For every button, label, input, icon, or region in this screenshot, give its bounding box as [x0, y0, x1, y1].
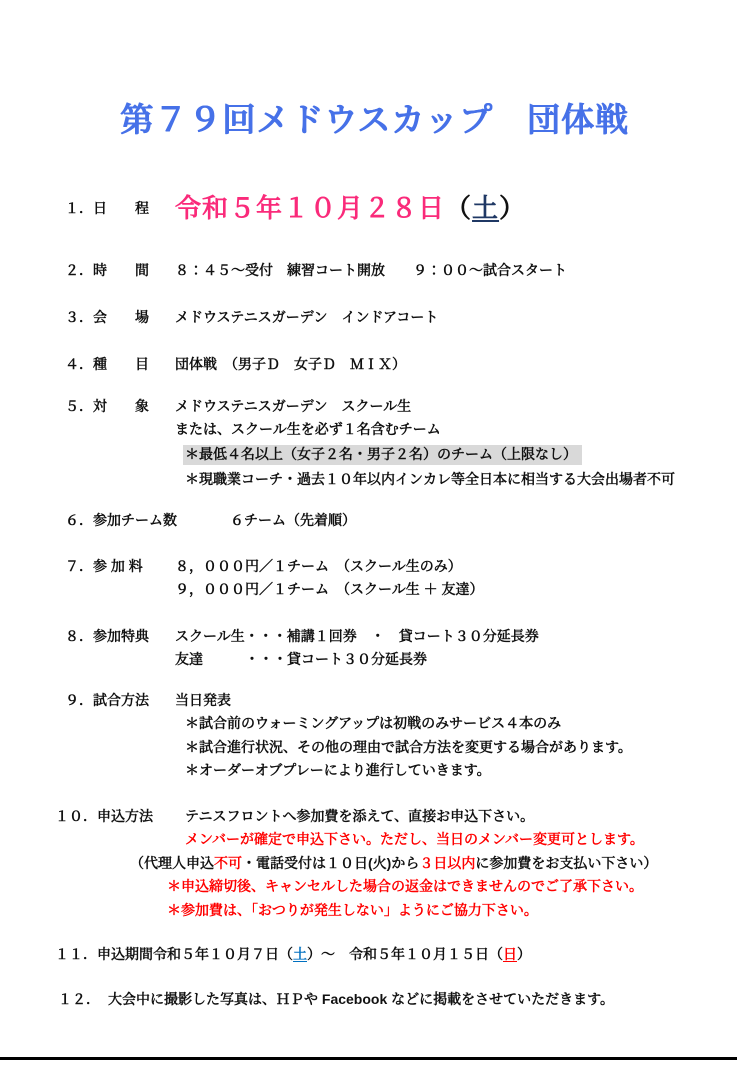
item-photo-notice	[58, 991, 614, 1008]
text-segment-black: に参加費をお支払い下さい）	[475, 854, 658, 871]
item-photo-notice-text: 大会中に撮影した写真は、ＨＰや Facebook などに掲載をさせていただきます。	[108, 991, 615, 1007]
item-entry-fee-label: ７．参 加 料	[65, 558, 143, 574]
item-venue-label: ３．会 場	[65, 309, 149, 325]
item-schedule	[65, 192, 526, 224]
eligibility-line-highlighted: ＊最低４名以上（女子２名・男子２名）のチーム（上限なし）	[183, 445, 582, 465]
application-line-mixed	[130, 855, 657, 872]
application-line: テニスフロントへ参加費を添えて、直接お申込下さい。	[185, 808, 535, 824]
item-application-period-label: １１．申込期間	[55, 946, 153, 962]
item-category	[65, 356, 406, 373]
text-segment-paren: （	[445, 193, 473, 223]
application-line-red: ＊申込締切後、キャンセルした場合の返金はできませんのでご了承下さい。	[167, 878, 643, 895]
item-venue-value: メドウステニスガーデン インドアコート	[175, 309, 439, 325]
text-segment-paren: ）	[499, 193, 527, 223]
item-application-period	[55, 946, 531, 963]
item-perks	[65, 628, 539, 668]
text-segment-black: ）～ 令和５年１０月１５日（	[307, 946, 503, 962]
item-eligibility	[65, 398, 675, 488]
match-format-line: ＊試合進行状況、その他の理由で試合方法を変更する場合があります。	[185, 738, 632, 755]
item-time-label: ２．時 間	[65, 262, 149, 278]
item-match-format	[65, 692, 632, 779]
item-match-format-label: ９．試合方法	[65, 692, 149, 708]
entry-fee-line: ８，０００円／１チーム （スクール生のみ）	[175, 558, 462, 574]
perks-line: スクール生・・・補講１回券 ・ 貸コート３０分延長券	[175, 628, 539, 644]
item-team-count-label: ６．参加チーム数	[65, 512, 177, 528]
item-application	[55, 808, 657, 919]
item-schedule-label: １．日 程	[65, 199, 149, 216]
text-segment-black: ・電話受付は１０日(火)から	[242, 854, 420, 871]
item-application-label: １０．申込方法	[55, 808, 153, 824]
eligibility-line: メドウステニスガーデン スクール生	[175, 398, 412, 414]
entry-fee-line: ９，０００円／１チーム （スクール生 ＋ 友達）	[175, 581, 484, 598]
item-time-value: ８：４５～受付 練習コート開放 ９：００～試合スタート	[175, 262, 567, 278]
item-team-count-value: ６チーム（先着順）	[230, 512, 356, 528]
text-segment-red: 不可	[214, 854, 242, 871]
item-schedule-date	[175, 192, 526, 224]
eligibility-line: または、スクール生を必ず１名含むチーム	[175, 421, 441, 438]
item-perks-label: ８．参加特典	[65, 628, 149, 644]
item-time	[65, 262, 567, 279]
item-venue	[65, 309, 438, 326]
match-format-line: ＊試合前のウォーミングアップは初戦のみサービス４本のみ	[185, 715, 562, 732]
eligibility-line: ＊現職業コーチ・過去１０年以内インカレ等全日本に相当する大会出場者不可	[185, 471, 675, 488]
match-format-line: ＊オーダーオブプレーにより進行していきます。	[185, 762, 491, 779]
item-category-value: 団体戦 （男子Ｄ 女子Ｄ ＭＩＸ）	[175, 356, 406, 372]
item-entry-fee	[65, 558, 484, 598]
text-segment-red-underline: 日	[503, 946, 517, 962]
application-line-red: ＊参加費は、「おつりが発生しない」ようにご協力下さい。	[167, 901, 538, 918]
item-eligibility-label: ５．対 象	[65, 398, 149, 414]
item-category-label: ４．種 目	[65, 356, 149, 372]
text-segment-blue-underline: 土	[293, 946, 307, 962]
application-period-value	[153, 946, 531, 963]
text-segment-navy-underline: 土	[472, 193, 500, 223]
application-line-red: メンバーが確定で申込下さい。ただし、当日のメンバー変更可とします。	[185, 831, 644, 848]
text-segment-pink: 令和５年１０月２８日	[175, 193, 446, 223]
footer-rule	[0, 1057, 737, 1060]
text-segment-black: （代理人申込	[130, 854, 214, 871]
match-format-line: 当日発表	[175, 692, 231, 708]
document-title: 第７９回メドウスカップ 団体戦	[120, 101, 629, 138]
perks-line: 友達 ・・・貸コート３０分延長券	[175, 651, 427, 668]
text-segment-black: 令和５年１０月７日（	[153, 946, 293, 962]
text-segment-black: ）	[517, 946, 531, 962]
item-team-count	[65, 512, 356, 529]
item-photo-notice-number: １２．	[58, 991, 100, 1007]
text-segment-red: ３日以内	[419, 854, 476, 871]
